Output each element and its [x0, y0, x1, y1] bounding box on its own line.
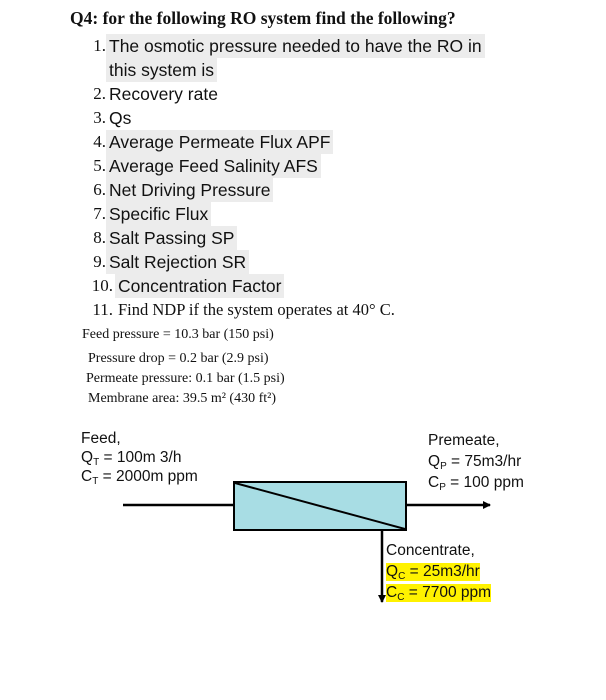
question-text: Salt Passing SP: [106, 226, 237, 250]
feed-flow: [81, 449, 181, 467]
permeate-flow: [428, 453, 521, 471]
question-text: Recovery rate: [109, 84, 218, 104]
membrane-area: Membrane area: 39.5 m² (430 ft²): [88, 391, 276, 406]
question-text: Net Driving Pressure: [106, 178, 273, 202]
permeate-conc-subscript: P: [439, 482, 446, 493]
feed-concentration: [81, 468, 198, 486]
question-number: 1.: [93, 36, 106, 55]
question-number: 2.: [93, 84, 106, 103]
feed-label: Feed,: [81, 430, 121, 447]
question-number: 11.: [92, 300, 113, 319]
concentrate-conc-subscript: C: [397, 592, 405, 603]
feed-pressure: Feed pressure = 10.3 bar (150 psi): [82, 327, 274, 342]
permeate-label: Premeate,: [428, 432, 500, 449]
feed-flow-value: = 100m 3/h: [99, 449, 182, 466]
feed-conc-symbol: C: [81, 468, 93, 485]
feed-flow-subscript: T: [93, 457, 100, 468]
permeate-flow-symbol: Q: [428, 453, 441, 470]
question-text: Find NDP if the system operates at 40° C.: [118, 300, 395, 319]
concentrate-conc-value: = 7700 ppm: [404, 584, 492, 601]
permeate-concentration: [428, 474, 524, 492]
pressure-drop: Pressure drop = 0.2 bar (2.9 psi): [88, 351, 269, 366]
feed-conc-subscript: T: [92, 476, 99, 487]
question-number: 7.: [93, 204, 106, 223]
question-text-line: The osmotic pressure needed to have the RO in: [106, 34, 485, 58]
question-text: Salt Rejection SR: [106, 250, 249, 274]
concentrate-flow: [386, 563, 480, 581]
concentrate-conc-symbol: C: [386, 584, 398, 601]
question-text: Qs: [109, 108, 132, 128]
permeate-pressure: Permeate pressure: 0.1 bar (1.5 psi): [86, 371, 285, 386]
concentrate-flow-value: = 25m3/hr: [405, 563, 480, 580]
question-text-line: this system is: [106, 58, 217, 82]
question-number: 9.: [93, 252, 106, 271]
permeate-conc-symbol: C: [428, 474, 440, 491]
question-number: 5.: [93, 156, 106, 175]
feed-conc-value: = 2000m ppm: [98, 468, 198, 485]
permeate-flow-subscript: P: [440, 461, 447, 472]
question-text: Average Permeate Flux APF: [106, 130, 333, 154]
concentrate-flow-subscript: C: [398, 571, 406, 582]
question-text: Average Feed Salinity AFS: [106, 154, 321, 178]
question-text: Specific Flux: [106, 202, 211, 226]
question-text: Concentration Factor: [115, 274, 284, 298]
question-number: 8.: [93, 228, 106, 247]
question-number: 3.: [93, 108, 106, 127]
permeate-flow-value: = 75m3/hr: [446, 453, 522, 470]
concentrate-flow-symbol: Q: [386, 563, 399, 580]
feed-flow-symbol: Q: [81, 449, 94, 466]
concentrate-concentration: [386, 584, 491, 602]
question-number: 10.: [91, 276, 113, 295]
question-title: Q4: for the following RO system find the following?: [70, 8, 456, 28]
question-number: 4.: [93, 132, 106, 151]
question-number: 6.: [93, 180, 106, 199]
concentrate-label: Concentrate,: [386, 542, 475, 559]
permeate-conc-value: = 100 ppm: [445, 474, 524, 491]
